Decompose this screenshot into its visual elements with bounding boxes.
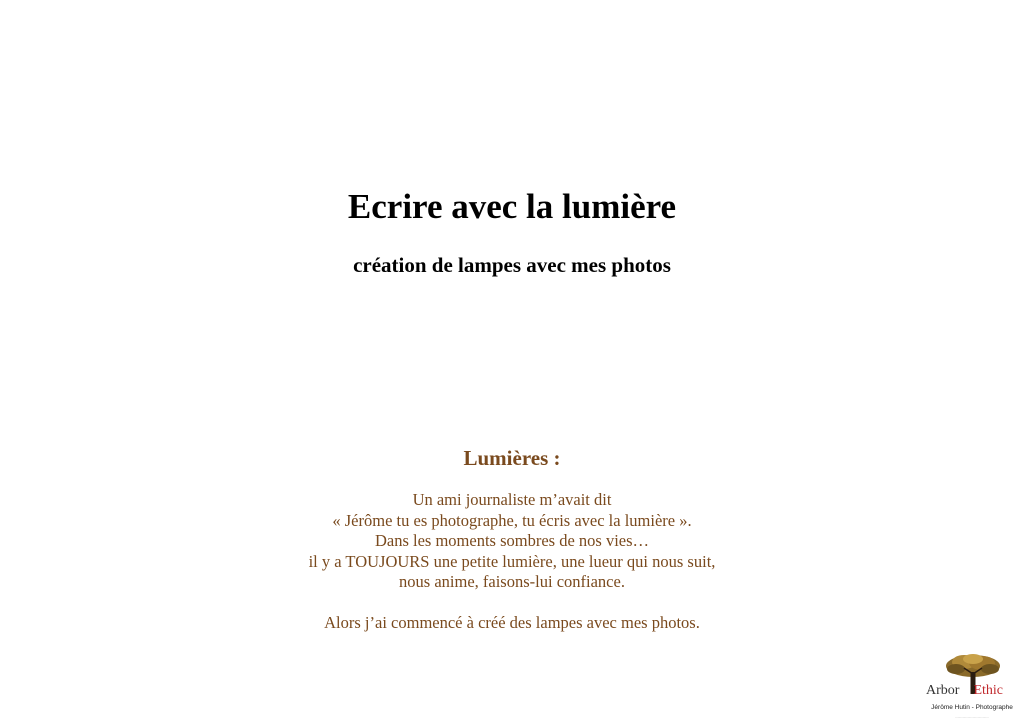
logo-brand-ethic: Ethic bbox=[973, 683, 1003, 698]
logo-brand-arbor: Arbor bbox=[926, 683, 960, 698]
section-heading: Lumières : bbox=[463, 446, 561, 470]
logo-brand bbox=[926, 683, 1022, 699]
poem-block bbox=[0, 490, 1024, 593]
logo-fine-print: ........................................ bbox=[955, 715, 989, 719]
closing-line: Alors j’ai commencé à créé des lampes avec mes photos. bbox=[324, 613, 700, 632]
document-subtitle: création de lampes avec mes photos bbox=[353, 253, 671, 277]
poem-line: « Jérôme tu es photographe, tu écris avec la lumière ». bbox=[332, 510, 692, 530]
poem-line: nous anime, faisons-lui confiance. bbox=[399, 572, 625, 591]
document-title: Ecrire avec la lumière bbox=[347, 187, 677, 226]
poem-line: Un ami journaliste m’avait dit bbox=[412, 490, 612, 509]
poem-line: il y a TOUJOURS une petite lumière, une lueur qui nous suit, bbox=[308, 551, 716, 571]
logo-subtitle: Jérôme Hutin - Photographe bbox=[931, 704, 1013, 711]
poem-line: Dans les moments sombres de nos vies… bbox=[374, 531, 650, 550]
arbor-ethic-logo bbox=[922, 652, 1022, 722]
